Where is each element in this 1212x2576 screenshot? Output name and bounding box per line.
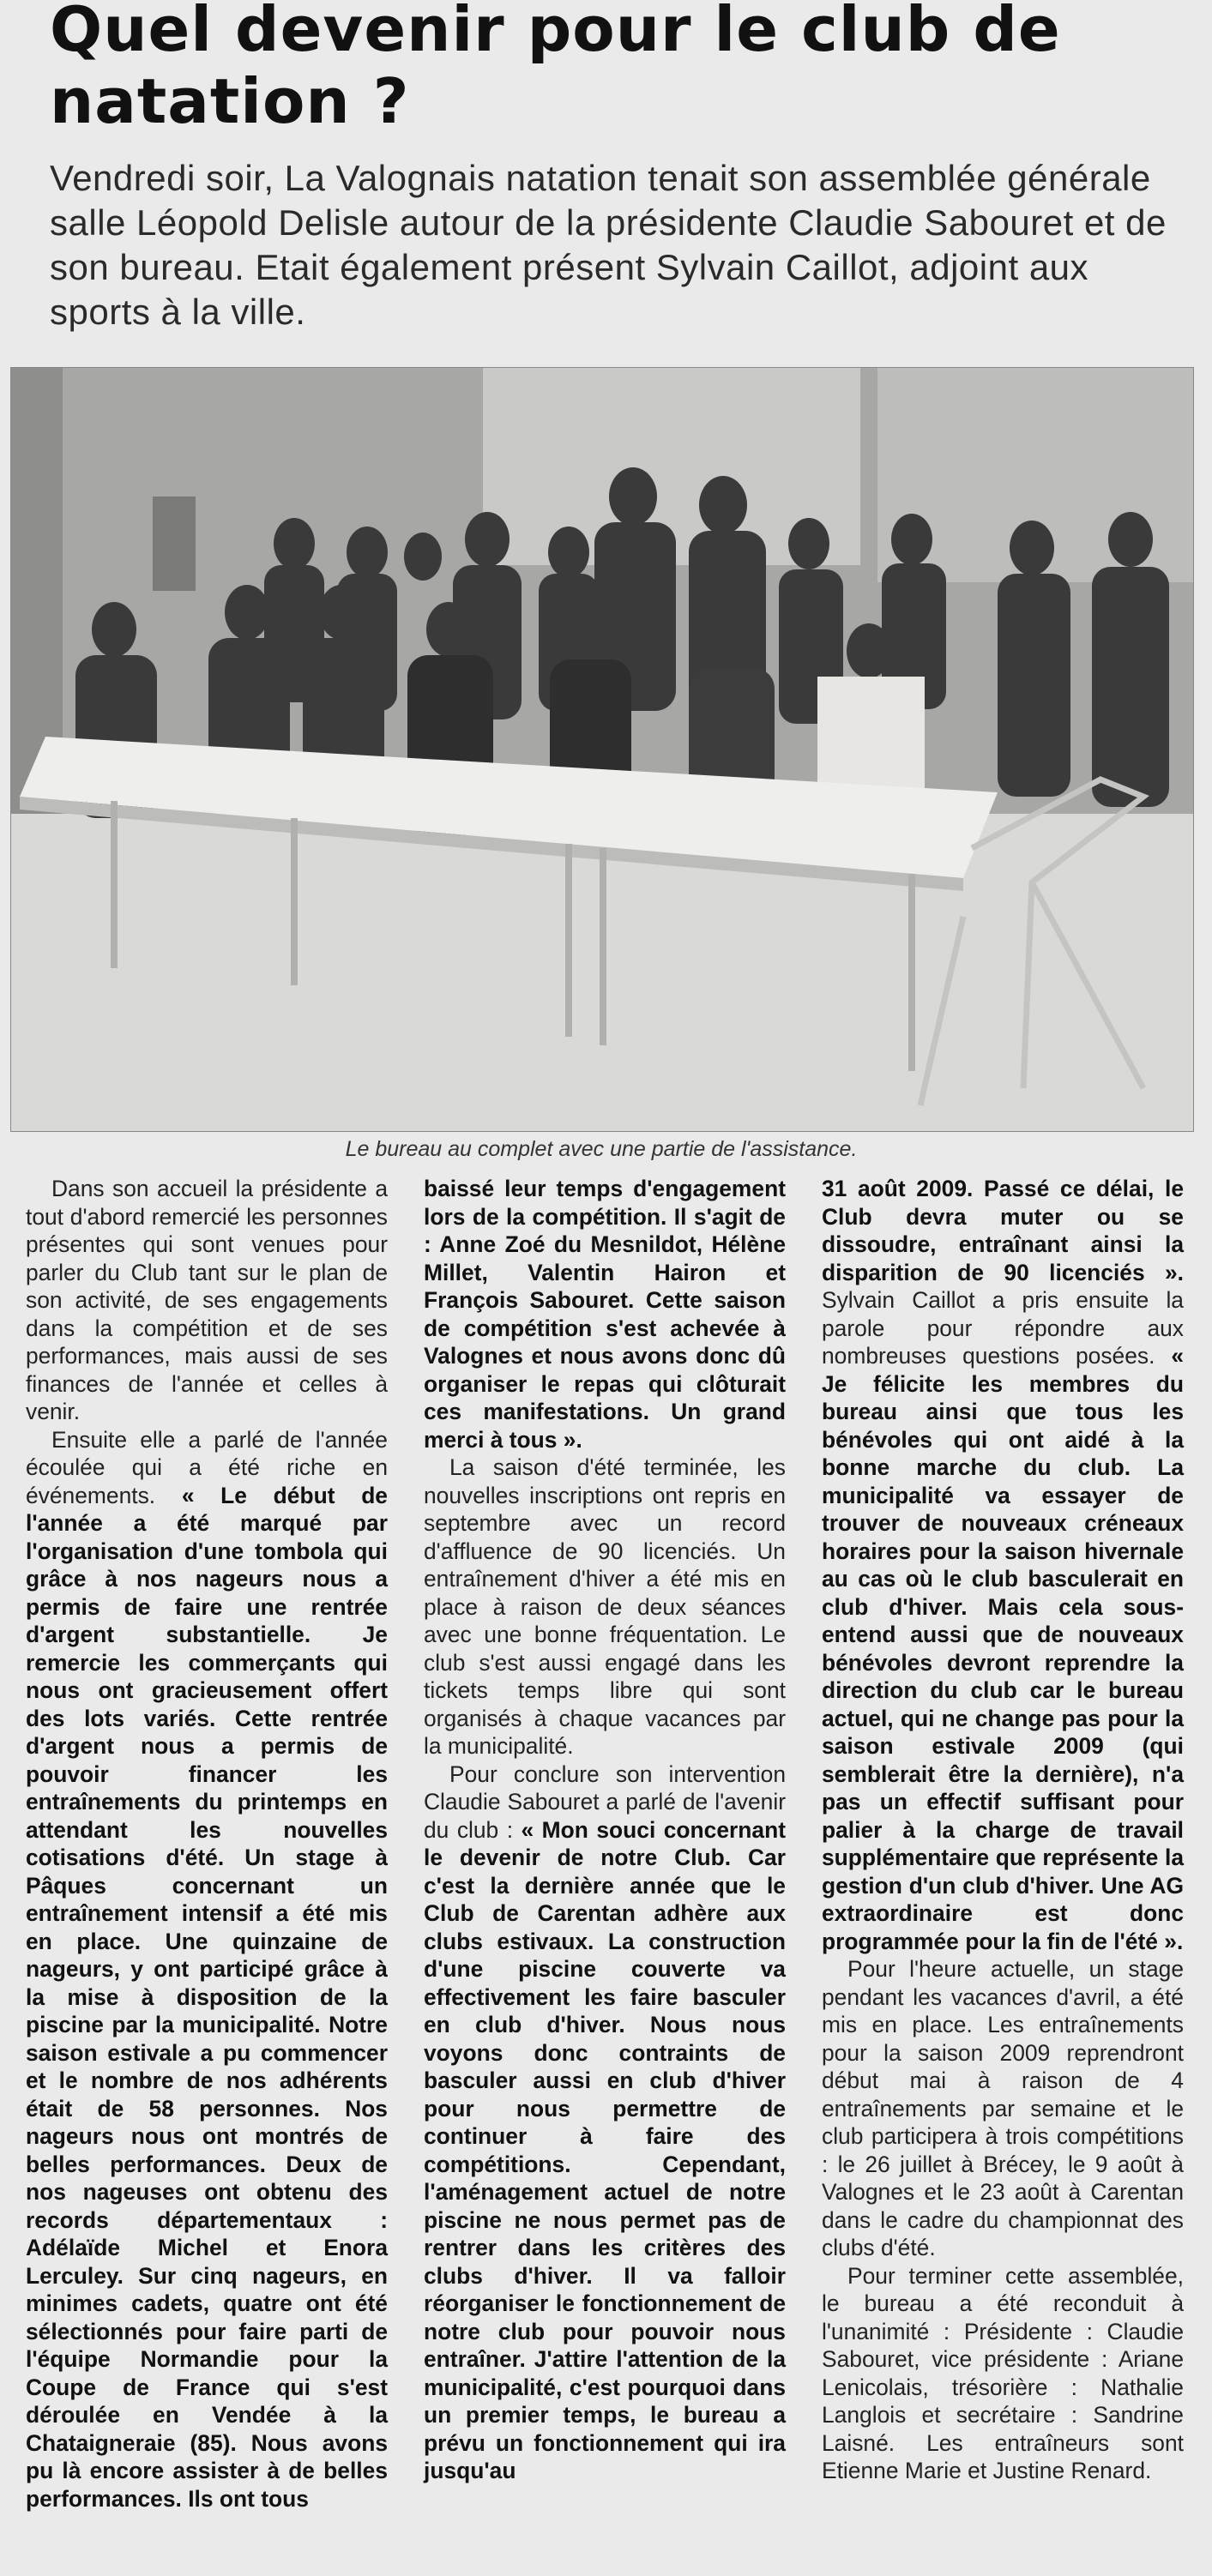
- photo-caption: Le bureau au complet avec une partie de l'assistance.: [345, 1137, 858, 1161]
- paragraph: [26, 1426, 388, 2513]
- paragraph: Dans son accueil la présidente a tout d'abord remercié les personnes présentes qui sont venues pour parler du Club tant sur le plan de son activité, de ses engagements dans la compétition et de ses performances, mais aussi de ses finances de l'année et celles à venir.: [26, 1176, 388, 1424]
- quote: baissé leur temps d'engagement lors de la compétition. Il s'agit de : Anne Zoé du Mesnildot, Hélène Millet, Valentin Hairon et François Sabouret. Cette saison de compétition s'est achevée à Valognes et nous avons donc dû organiser le repas qui clôturait ces manifestations. Un grand merci à tous ».: [424, 1176, 786, 1453]
- paragraph: [424, 1175, 786, 1454]
- group-photo: [10, 367, 1194, 1132]
- article-column-2: [424, 1175, 786, 2485]
- paragraph: [424, 1760, 786, 2485]
- group-photo-illustration: [11, 368, 1193, 1131]
- paragraph: Pour terminer cette assemblée, le bureau a été reconduit à l'unanimité : Présidente : Claudie Sabouret, vice présidente : Ariane Lenicolais, trésorière : Nathalie Langlois et secrétaire : Sandrine Laisné. Les entraîneurs sont Etienne Marie et Justine Renard.: [822, 2262, 1184, 2483]
- quote: « Je félicite les membres du bureau ainsi que tous les bénévoles qui ont aidé à la bonne marche du club. La municipalité va essayer de trouver de nouveaux créneaux horaires pour la saison hivernale au cas où le club basculerait en club d'hiver. Mais cela sous-entend aussi que de nouveaux bénévoles devront reprendre la direction du club car le bureau actuel, qui ne change pas pour la saison estivale 2009 (qui semblerait être la dernière), n'a pas un effectif suffisant pour palier à la charge de travail supplémentaire que représente la gestion d'un club d'hiver. Une AG extraordinaire est donc programmée pour la fin de l'été ».: [822, 1343, 1184, 1954]
- article-headline: Quel devenir pour le club de natation ?: [50, 0, 1061, 137]
- quote: « Mon souci concernant le devenir de notre Club. Car c'est la dernière année que le Club de Carentan adhère aux clubs estivaux. La construction d'une piscine couverte va effectivement les faire basculer en club d'hiver. Nous nous voyons donc contraints de basculer aussi en club d'hiver pour nous permettre de continuer à faire des compétitions. Cependant, l'aménagement actuel de notre piscine ne nous permet pas de rentrer dans les critères des clubs d'hiver. Il va falloir réorganiser le fonctionnement de notre club pour pouvoir nous entraîner. J'attire l'attention de la municipalité, c'est pourquoi dans un premier temps, le bureau a prévu un fonctionnement qui ira jusqu'au: [424, 1816, 786, 2483]
- paragraph: [822, 1175, 1184, 1955]
- paragraph-text: Sylvain Caillot a pris ensuite la parole pour répondre aux nombreuses questions posées.: [822, 1287, 1184, 1369]
- quote: « Le début de l'année a été marqué par l'organisation d'une tombola qui grâce à nos nageurs nous a permis de faire une rentrée d'argent substantielle. Je remercie les commerçants qui nous ont gracieusement offert des lots variés. Cette rentrée d'argent nous a permis de pouvoir financer les entraînements du printemps en attendant les nouvelles cotisations d'été. Un stage à Pâques concernant un entraînement intensif a été mis en place. Une quinzaine de nageurs, y ont participé grâce à la mise à disposition de la piscine par la municipalité. Notre saison estivale a pu commencer et le nombre de nos adhérents était de 58 personnes. Nos nageurs nous ont montrés de belles performances. Deux de nos nageuses ont obtenu des records départementaux : Adélaïde Michel et Enora Lerculey. Sur cinq nageurs, en minimes cadets, quatre ont été sélectionnés pour faire parti de l'équipe Normandie pour la Coupe de France qui s'est déroulée en Vendée à la Chataigneraie (85). Nous avons pu là encore assister à de belles performances. Ils ont tous: [26, 1482, 388, 2512]
- article-column-1: [26, 1175, 388, 2513]
- paragraph-lead: Pour conclure son intervention Claudie Sabouret a parlé de l'avenir du club :: [424, 1760, 786, 1843]
- article-intro: Vendredi soir, La Valognais natation tenait son assemblée générale salle Léopold Delisle autour de la présidente Claudie Sabouret et de son bureau. Etait également présent Sylvain Caillot, adjoint aux sports à la ville.: [50, 158, 1167, 332]
- paragraph: La saison d'été terminée, les nouvelles inscriptions ont repris en septembre avec un record d'affluence de 90 licenciés. Un entraînement d'hiver a été mis en place à raison de deux séances avec une bonne fréquentation. Le club s'est aussi engagé dans les tickets temps libre qui sont organisés à chaque vacances par la municipalité.: [424, 1454, 786, 1759]
- paragraph-lead: Ensuite elle a parlé de l'année écoulée qui a été riche en événements.: [26, 1426, 388, 1508]
- paragraph: Pour l'heure actuelle, un stage pendant les vacances d'avril, a été mis en place. Les entraînements pour la saison 2009 reprendront début mai à raison de 4 entraînements par semaine et le club participera à trois compétitions : le 26 juillet à Brécey, le 9 août à Valognes et le 23 août à Carentan dans le cadre du championnat des clubs d'été.: [822, 1956, 1184, 2260]
- article-column-3: [822, 1175, 1184, 2485]
- quote: 31 août 2009. Passé ce délai, le Club devra muter ou se dissoudre, entraînant ainsi la disparition de 90 licenciés ».: [822, 1176, 1184, 1285]
